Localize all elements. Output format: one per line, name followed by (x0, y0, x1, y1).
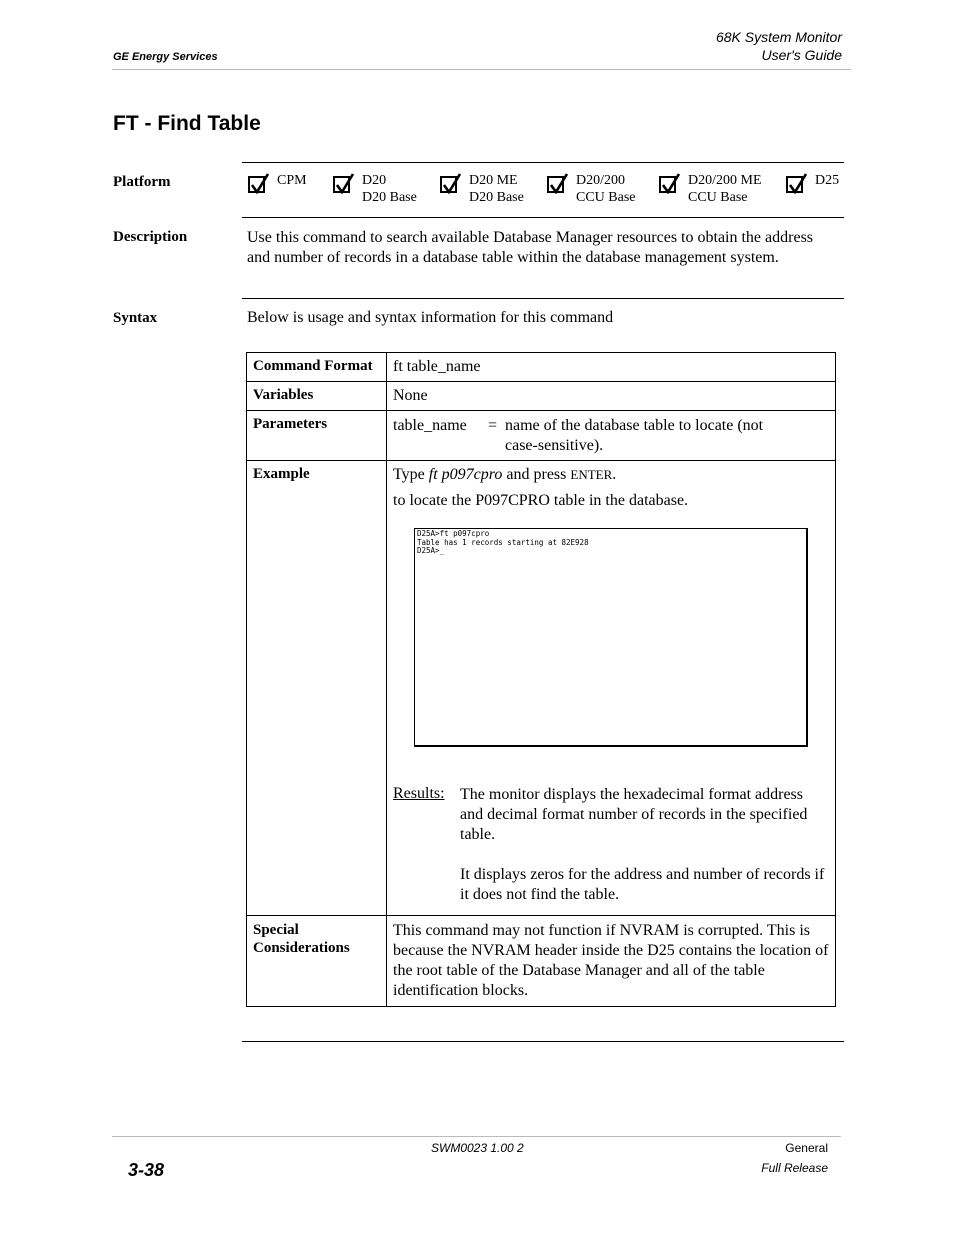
platform-item-d20 (333, 172, 417, 206)
special-considerations-text: This command may not function if NVRAM is corrupted. This is because the NVRAM header inside the D25 contains the location of the root table of the Database Manager and all of the table identification blocks. (387, 916, 836, 1007)
checkbox-checked-icon (333, 176, 350, 193)
syntax-intro: Below is usage and syntax information for this command (247, 309, 614, 326)
checkbox-checked-icon (248, 176, 265, 193)
command-table (246, 352, 836, 1007)
manual-title-line2: User's Guide (761, 47, 842, 63)
example-press-text: and press (502, 466, 571, 483)
command-format-label: Command Format (247, 353, 387, 382)
parameters-label: Parameters (247, 411, 387, 461)
special-considerations-label (247, 916, 387, 1007)
platform-name: D25 (815, 173, 840, 188)
parameter-description-1: name of the database table to locate (not (505, 417, 764, 434)
results-block (393, 785, 829, 905)
results-label: Results: (393, 785, 445, 802)
company-name: GE Energy Services (113, 51, 218, 63)
parameters-cell (387, 411, 836, 461)
example-cell (387, 461, 836, 916)
platform-name: D20 (362, 173, 387, 188)
example-command: ft p097cpro (428, 466, 503, 483)
results-text-2: It displays zeros for the address and number of records if it does not find the table. (460, 866, 825, 903)
enter-key: ENTER (570, 467, 613, 482)
platform-name: D20/200 (576, 173, 625, 188)
variables-value: None (387, 382, 836, 411)
example-type-text: Type (393, 466, 429, 483)
checkbox-checked-icon (786, 176, 803, 193)
platform-label: Platform (113, 174, 171, 190)
description-label: Description (113, 229, 188, 245)
syntax-label: Syntax (113, 310, 158, 326)
platform-item-d20-200-me (659, 172, 762, 206)
footer-release: Full Release (761, 1161, 828, 1175)
page-title: FT - Find Table (113, 112, 261, 135)
table-row-command-format (247, 353, 836, 382)
platform-top-rule (242, 162, 844, 163)
terminal-screenshot (414, 528, 808, 747)
platform-item-d25 (786, 172, 839, 193)
example-period: . (612, 466, 617, 483)
platform-name: D20/200 ME (688, 173, 762, 188)
parameter-equals: = (488, 417, 498, 434)
description-bottom-rule (242, 298, 844, 299)
platform-base: D20 Base (469, 190, 524, 205)
example-label: Example (247, 461, 387, 916)
table-row-parameters (247, 411, 836, 461)
platform-base: CCU Base (576, 190, 636, 205)
platform-name: D20 ME (469, 173, 518, 188)
page-number: 3-38 (128, 1160, 165, 1180)
special-label-line1: Special (253, 922, 299, 938)
platform-item-d20-200 (547, 172, 636, 206)
platform-name: CPM (277, 173, 307, 188)
example-instruction (393, 466, 829, 484)
terminal-line-1: D25A>ft p097cpro (417, 529, 490, 538)
footer-category: General (785, 1141, 828, 1155)
command-format-value: ft table_name (387, 353, 836, 382)
table-row-special (247, 916, 836, 1007)
footer-divider (112, 1136, 841, 1137)
platform-base: CCU Base (688, 190, 748, 205)
platform-base: D20 Base (362, 190, 417, 205)
platform-bottom-rule (242, 217, 844, 218)
manual-title (716, 28, 842, 64)
section-bottom-rule (242, 1041, 844, 1042)
results-text-1: The monitor displays the hexadecimal format address and decimal format number of records in the specified table. (460, 786, 808, 843)
document-number: SWM0023 1.00 2 (431, 1141, 524, 1155)
checkbox-checked-icon (547, 176, 564, 193)
platform-item-d20-me (440, 172, 524, 206)
variables-label: Variables (247, 382, 387, 411)
special-label-line2: Considerations (253, 940, 350, 956)
manual-title-line1: 68K System Monitor (715, 29, 842, 45)
terminal-line-3: D25A>_ (417, 546, 445, 555)
checkbox-checked-icon (659, 176, 676, 193)
parameter-name: table_name (393, 417, 467, 434)
parameter-description-2: case-sensitive). (505, 437, 604, 454)
platform-item-cpm (248, 172, 307, 193)
checkbox-checked-icon (440, 176, 457, 193)
header-divider (112, 69, 851, 70)
example-locate-text: to locate the P097CPRO table in the database. (393, 492, 689, 509)
description-text: Use this command to search available Database Manager resources to obtain the address and number of records in a database table within the database management system. (247, 229, 814, 266)
terminal-line-2: Table has 1 records starting at 82E928 (417, 537, 589, 547)
table-row-example (247, 461, 836, 916)
table-row-variables (247, 382, 836, 411)
